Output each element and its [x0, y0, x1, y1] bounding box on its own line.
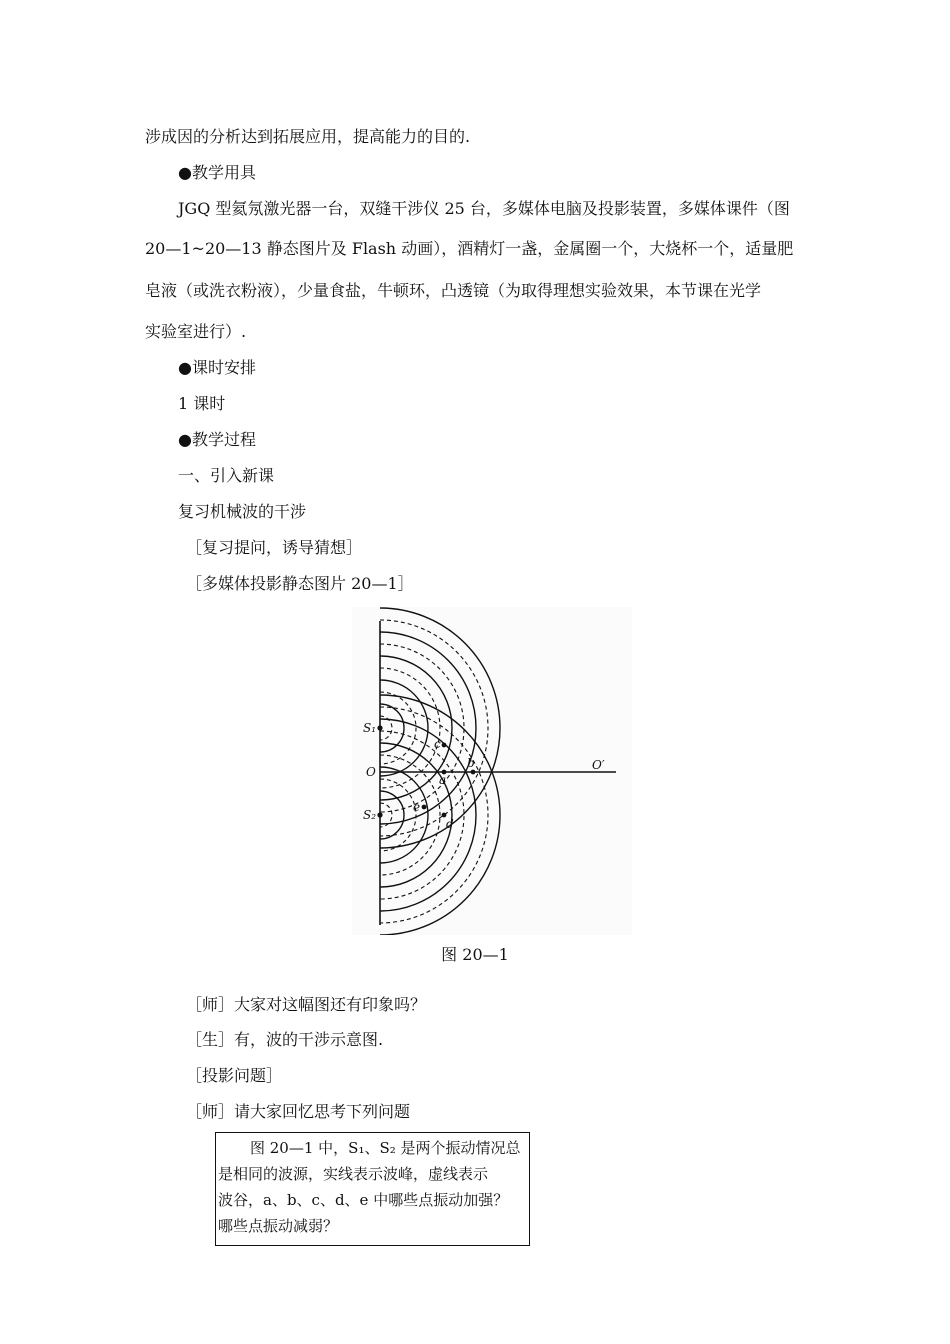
- label-a: a: [439, 773, 447, 787]
- question-line: 波谷，a、b、c、d、e 中哪些点振动加强？: [218, 1191, 509, 1209]
- point-c: [442, 743, 447, 748]
- label-c: c: [434, 737, 441, 751]
- label-b: b: [467, 756, 475, 770]
- heading-process: ●教学过程: [178, 430, 256, 449]
- point-b: [471, 770, 476, 775]
- text-line: 20—1~20—13 静态图片及 Flash 动画），酒精灯一盏，金属圈一个，大烧杯一个，适量肥: [145, 239, 794, 258]
- text-line: ［复习提问，诱导猜想］: [186, 538, 363, 557]
- s1-point: [377, 725, 382, 730]
- text-line: 皂液（或洗衣粉液），少量食盐，牛顿环，凸透镜（为取得理想实验效果，本节课在光学: [145, 281, 762, 300]
- text-line: 涉成因的分析达到拓展应用，提高能力的目的.: [145, 127, 471, 146]
- text-line: 复习机械波的干涉: [178, 502, 307, 521]
- text-line: ［多媒体投影静态图片 20—1］: [186, 574, 414, 593]
- label-o: O: [366, 765, 376, 779]
- label-e: e: [413, 800, 421, 814]
- text-line: ［师］大家对这幅图还有印象吗？: [186, 995, 427, 1014]
- text-line: 实验室进行）.: [145, 322, 247, 341]
- label-d: d: [446, 817, 454, 831]
- point-e: [422, 805, 427, 810]
- wave-interference-figure: [352, 607, 632, 935]
- text-line: JGQ 型氦氖激光器一台，双缝干涉仪 25 台，多媒体电脑及投影装置，多媒体课件（图: [178, 199, 790, 218]
- heading-tools: ●教学用具: [178, 163, 256, 182]
- s2-point: [377, 812, 382, 817]
- question-line: 哪些点振动减弱？: [218, 1217, 339, 1235]
- section-title: 一、引入新课: [178, 466, 275, 485]
- heading-time: ●课时安排: [178, 358, 256, 377]
- figure-caption: 图 20—1: [441, 945, 509, 964]
- question-box: [215, 1132, 530, 1246]
- label-o-prime: O′: [592, 758, 605, 772]
- text-line: 1 课时: [178, 394, 226, 413]
- question-line: 是相同的波源，实线表示波峰，虚线表示: [218, 1165, 489, 1183]
- label-s2: S₂: [363, 808, 377, 822]
- question-line: 图 20—1 中，S₁、S₂ 是两个振动情况总: [250, 1139, 521, 1157]
- text-line: ［投影问题］: [186, 1066, 283, 1085]
- text-line: ［师］请大家回忆思考下列问题: [186, 1102, 411, 1121]
- text-line: ［生］有，波的干涉示意图.: [186, 1030, 384, 1049]
- label-s1: S₁: [363, 721, 377, 735]
